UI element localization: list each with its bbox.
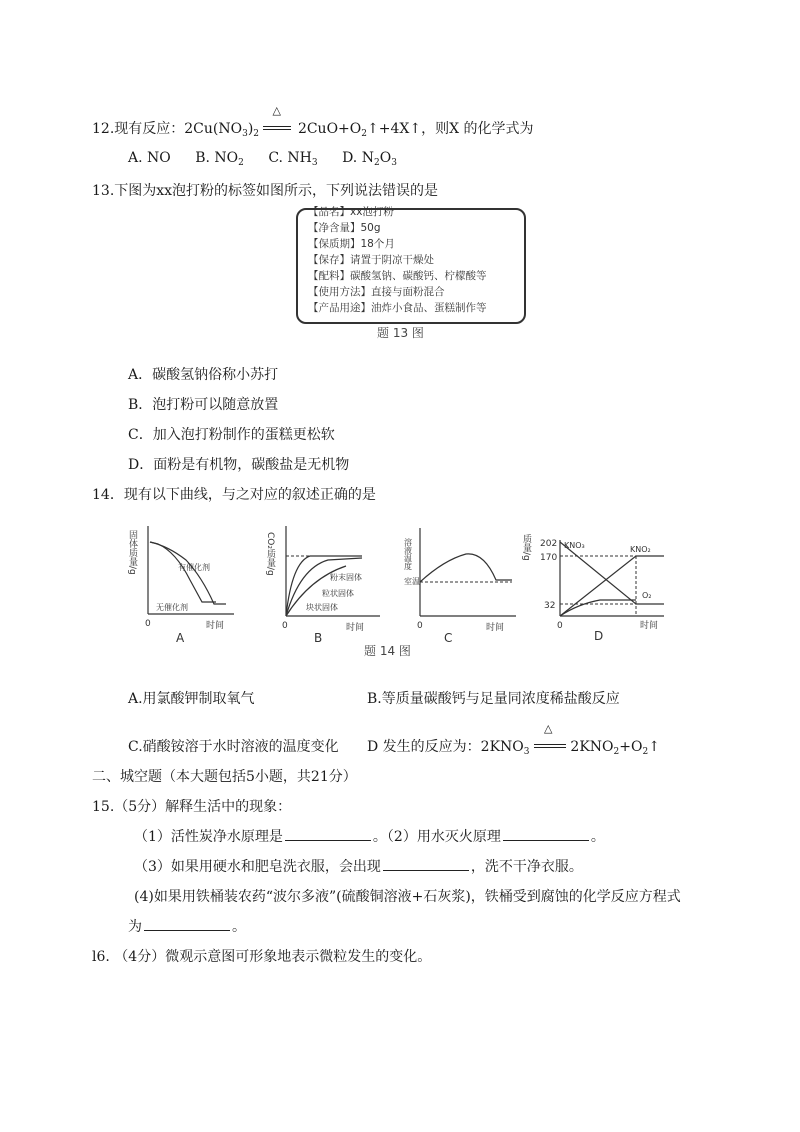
graph-c-origin: 0 <box>417 621 423 631</box>
graph-b-ylabel: CO₂质量/g <box>265 532 275 576</box>
graph-a-curve-no-catalyst <box>150 542 226 604</box>
answer-blank <box>503 826 589 841</box>
q12-option-b: B. $NO_2$ <box>195 150 244 168</box>
graph-b <box>266 522 382 644</box>
q15-stem: 15.（5分）解释生活中的现象： <box>92 799 292 815</box>
label-row: 【保存】请置于阴凉干燥处 <box>308 254 434 266</box>
q12-option-c: C. $NH_3$ <box>268 150 318 168</box>
graph-d-o2-label: O₂ <box>642 591 652 600</box>
q16-stem: l6. （4分）微观示意图可形象地表示微粒发生的变化。 <box>92 949 432 965</box>
graph-a-origin: 0 <box>145 619 151 629</box>
q14-option-a: A.用氯酸钾制取氧气 <box>128 691 255 707</box>
label-row: 【产品用途】油炸小食品、蛋糕制作等 <box>308 302 487 314</box>
q14-option-c: C.硝酸铵溶于水时溶液的温度变化 <box>128 739 339 755</box>
graph-c-ref-label: 室温 <box>404 577 420 586</box>
q13-option-a: A．碳酸氢钠俗称小苏打 <box>128 367 279 383</box>
q15-line3: (4)如果用铁桶装农药“波尔多液”(硫酸铜溶液+石灰浆)，铁桶受到腐蚀的化学反应方程式 <box>134 889 681 905</box>
graph-a-curve2-label: 无催化剂 <box>156 603 188 612</box>
graph-d-origin: 0 <box>557 621 563 631</box>
graph-d-y202: 202 <box>540 539 558 549</box>
q14-option-b: B.等质量碳酸钙与足量同浓度稀盐酸反应 <box>367 691 620 707</box>
graph-c-xlabel: 时间 <box>486 623 505 633</box>
graph-d-o2-line <box>560 600 636 616</box>
graph-a-curve-catalyst <box>150 542 216 602</box>
graph-c-ylabel: 溶液温度 <box>403 538 413 570</box>
graph-a-ylabel: 固体质量/g <box>127 530 137 575</box>
answer-blank <box>144 916 230 931</box>
q14-option-d: D 发生的反应为：$2KNO_3$ △ $2KNO_2+O_2↑$ <box>367 722 660 757</box>
graph-d-kno2-label: KNO₂ <box>630 545 651 554</box>
label-row: 【配料】碳酸氢钠、碳酸钙、柠檬酸等 <box>308 270 487 282</box>
q13-option-b: B．泡打粉可以随意放置 <box>128 397 279 413</box>
graph-d-letter: D <box>594 629 604 643</box>
q15-line2: （3）如果用硬水和肥皂洗衣服，会出现 ，洗不干净衣服。 <box>134 856 583 876</box>
q12-stem: 12.现有反应：$2Cu(NO_3)_2$ △ $2CuO+O_2↑+4X↑$，则X 的化学式为 <box>92 104 534 139</box>
q13-option-d: D．面粉是有机物，碳酸盐是无机物 <box>128 457 350 473</box>
graph-a-curve1-label: 有催化剂 <box>178 563 210 572</box>
label-row: 【净含量】50g <box>308 222 381 234</box>
heat-equals-sign: △ <box>263 122 293 136</box>
graph-a-letter: A <box>176 631 185 645</box>
baking-powder-label <box>296 208 526 324</box>
graph-d-y32: 32 <box>544 601 556 611</box>
graph-b-letter: B <box>314 631 323 645</box>
q12-options <box>128 150 397 168</box>
answer-blank <box>285 826 371 841</box>
q12-option-d: D. $N_2O_3$ <box>342 150 397 168</box>
graph-b-xlabel: 时间 <box>346 623 365 633</box>
q14-caption: 题 14 图 <box>364 644 411 658</box>
q13-option-c: C．加入泡打粉制作的蛋糕更松软 <box>128 427 335 443</box>
graph-d-kno2-line <box>560 556 636 616</box>
graph-b-curve2-label: 粒状固体 <box>322 589 354 598</box>
graph-d-ylabel: 质量/g <box>521 534 531 561</box>
graph-a-xlabel: 时间 <box>206 621 225 631</box>
graph-d <box>521 520 674 644</box>
graph-d-kno3-line <box>560 542 636 604</box>
q14-stem: 14．现有以下曲线，与之对应的叙述正确的是 <box>92 487 376 503</box>
q12-option-a: A. NO <box>128 150 171 166</box>
label-row: 【品名】xx泡打粉 <box>308 206 394 218</box>
graph-b-curve3-label: 块状固体 <box>306 603 338 612</box>
answer-blank <box>383 856 469 871</box>
label-row: 【保质期】18个月 <box>308 238 395 250</box>
graph-d-xlabel: 时间 <box>640 621 659 631</box>
q15-line1: （1）活性炭净水原理是 。（2）用水灭火原理 。 <box>134 826 605 846</box>
graph-b-curve1-label: 粉末固体 <box>330 573 362 582</box>
heat-equals-sign: △ <box>534 740 566 754</box>
label-row: 【使用方法】直接与面粉混合 <box>308 286 445 298</box>
q13-caption: 题 13 图 <box>377 326 424 340</box>
q15-line4: 为 。 <box>128 916 246 936</box>
graph-c-letter: C <box>444 631 453 645</box>
graph-c-curve <box>420 554 512 582</box>
q13-stem: 13.下图为xx泡打粉的标签如图所示，下列说法错误的是 <box>92 183 439 199</box>
section2-title: 二、城空题（本大题包括5小题，共21分） <box>92 769 357 785</box>
graph-d-y170: 170 <box>540 553 558 563</box>
graph-a <box>128 522 238 644</box>
graph-d-kno3-label: KNO₃ <box>564 541 585 550</box>
graph-c <box>404 524 520 646</box>
graph-b-origin: 0 <box>282 621 288 631</box>
